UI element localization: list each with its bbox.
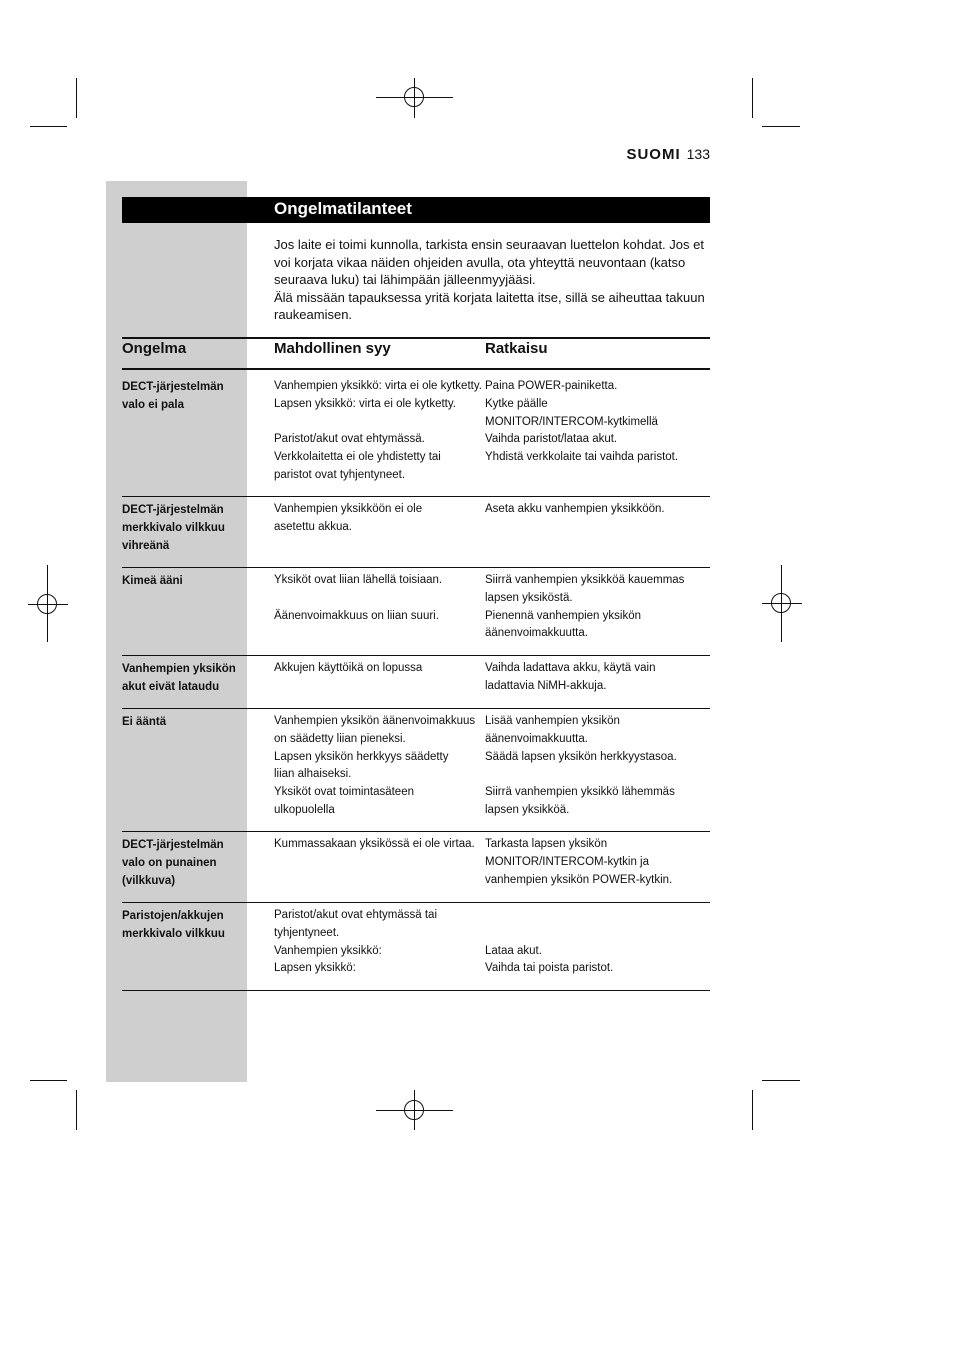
cell-line <box>274 414 484 432</box>
cell-line: Pienennä vanhempien yksikön <box>485 609 641 622</box>
problem-cell <box>122 713 246 731</box>
registration-mark <box>771 593 791 613</box>
cell-line: Yhdistä verkkolaite tai vaihda paristot. <box>485 451 679 464</box>
row-divider <box>122 990 710 991</box>
cell-line: tyhjentyneet. <box>274 926 340 939</box>
registration-mark <box>404 1100 424 1120</box>
cell-line: on säädetty liian pieneksi. <box>274 732 406 745</box>
cell-line: Kummassakaan yksikössä ei ole virtaa. <box>274 838 475 850</box>
cell-line: akut eivät lataudu <box>122 681 220 693</box>
cell-line: Lapsen yksikön herkkyys säädetty <box>274 750 449 763</box>
crop-mark <box>30 126 67 127</box>
cell-line: Lisää vanhempien yksikön <box>485 715 620 727</box>
gray-margin-bar <box>106 181 247 1082</box>
cell-line: merkkivalo vilkkuu <box>122 928 225 940</box>
cell-line: Paristojen/akkujen <box>122 910 224 922</box>
page-header <box>580 146 710 163</box>
intro-paragraph: Älä missään tapauksessa yritä korjata laitetta itse, sillä se aiheuttaa takuun raukeamisen. <box>274 289 705 323</box>
cell-line: MONITOR/INTERCOM-kytkimellä <box>485 415 658 428</box>
cell-line: Siirrä vanhempien yksikkö lähemmäs <box>485 786 675 799</box>
cell-line: Akkujen käyttöikä on lopussa <box>274 662 423 674</box>
cause-cell <box>274 713 484 820</box>
cell-line: Lataa akut. <box>485 944 542 957</box>
cell-line: Paina POWER-painiketta. <box>485 380 618 392</box>
cell-line: Säädä lapsen yksikön herkkyystasoa. <box>485 750 677 763</box>
cell-line: Verkkolaitetta ei ole yhdistetty tai <box>274 451 441 464</box>
cell-line: Vaihda ladattava akku, käytä vain <box>485 662 656 674</box>
solution-cell <box>485 713 710 820</box>
cell-line: Yksiköt ovat toimintasäteen <box>274 786 414 799</box>
row-divider <box>122 902 710 903</box>
row-divider <box>122 496 710 497</box>
language-label: SUOMI <box>626 146 681 163</box>
cell-line: Kytke päälle <box>485 397 548 410</box>
solution-cell <box>485 836 710 889</box>
cell-line: Aseta akku vanhempien yksikköön. <box>485 503 665 515</box>
crop-mark <box>752 1090 753 1130</box>
intro-paragraph: Jos laite ei toimi kunnolla, tarkista ensin seuraavan luettelon kohdat. Jos et voi korjata vikaa näiden ohjeiden avulla, ota yhteyttä neuvontaan (katso seuraava luku) tai lähimpään jälleenmyyjääsi. <box>274 237 704 288</box>
column-header-cause: Mahdollinen syy <box>274 340 391 357</box>
cell-line: vanhempien yksikön POWER-kytkin. <box>485 873 673 886</box>
solution-cell <box>485 660 710 696</box>
cell-line: Vanhempien yksikön <box>122 663 236 675</box>
cell-line: merkkivalo vilkkuu <box>122 522 225 534</box>
problem-cell <box>122 660 246 696</box>
crop-mark <box>762 126 800 127</box>
cell-line: Vanhempien yksikkö: <box>274 944 382 957</box>
registration-mark <box>404 87 424 107</box>
row-divider <box>122 655 710 656</box>
problem-cell <box>122 836 246 890</box>
section-title: Ongelmatilanteet <box>274 199 412 218</box>
problem-cell <box>122 907 246 943</box>
cell-line: paristot ovat tyhjentyneet. <box>274 468 406 481</box>
cell-line: Siirrä vanhempien yksikköä kauemmas <box>485 574 685 586</box>
divider <box>122 337 710 339</box>
cell-line: Paristot/akut ovat ehtymässä. <box>274 433 425 446</box>
registration-mark <box>37 594 57 614</box>
cell-line: Vanhempien yksikköön ei ole <box>274 503 423 515</box>
cell-line: Kimeä ääni <box>122 575 183 587</box>
cell-line: MONITOR/INTERCOM-kytkin ja <box>485 855 649 868</box>
cell-line: valo ei pala <box>122 399 185 411</box>
cause-cell <box>274 660 484 678</box>
cell-line: Ei ääntä <box>122 716 167 728</box>
solution-cell <box>485 378 710 467</box>
cell-line: Äänenvoimakkuus on liian suuri. <box>274 609 439 622</box>
cell-line: DECT-järjestelmän <box>122 504 224 516</box>
intro-text <box>274 236 710 324</box>
cell-line: DECT-järjestelmän <box>122 381 224 393</box>
column-header-solution: Ratkaisu <box>485 340 548 357</box>
cell-line: äänenvoimakkuutta. <box>485 732 588 745</box>
cell-line: lapsen yksiköstä. <box>485 591 573 604</box>
solution-cell <box>485 501 710 519</box>
problem-cell <box>122 378 246 414</box>
cell-line <box>485 766 710 784</box>
cell-line: asetettu akkua. <box>274 520 352 533</box>
crop-mark <box>76 1090 77 1130</box>
cell-line: vihreänä <box>122 540 170 552</box>
cell-line: Vanhempien yksikkö: virta ei ole kytketty. <box>274 380 482 392</box>
cell-line: Vanhempien yksikön äänenvoimakkuus <box>274 715 476 727</box>
crop-mark <box>752 78 753 118</box>
cell-line: ulkopuolella <box>274 803 335 816</box>
cell-line: liian alhaiseksi. <box>274 768 352 781</box>
cell-line: valo on punainen <box>122 857 217 869</box>
cell-line: (vilkkuva) <box>122 875 176 887</box>
crop-mark <box>762 1080 800 1081</box>
cell-line: Lapsen yksikkö: <box>274 962 356 975</box>
cause-cell <box>274 572 484 625</box>
cell-line: Vaihda paristot/lataa akut. <box>485 433 618 446</box>
row-divider <box>122 708 710 709</box>
cell-line <box>485 907 710 925</box>
cause-cell <box>274 501 484 537</box>
section-title-bar <box>122 197 710 223</box>
row-divider <box>122 567 710 568</box>
cell-line: Vaihda tai poista paristot. <box>485 962 614 975</box>
solution-cell <box>485 572 710 643</box>
cell-line <box>274 590 484 608</box>
cause-cell <box>274 836 484 854</box>
cell-line: ladattavia NiMH-akkuja. <box>485 679 607 692</box>
cell-line <box>485 925 710 943</box>
crop-mark <box>76 78 77 118</box>
page-number: 133 <box>686 146 710 162</box>
row-divider <box>122 831 710 832</box>
cell-line: äänenvoimakkuutta. <box>485 627 588 640</box>
problem-cell <box>122 501 246 555</box>
solution-cell <box>485 907 710 978</box>
column-header-problem: Ongelma <box>122 340 187 357</box>
cell-line: Lapsen yksikkö: virta ei ole kytketty. <box>274 397 456 410</box>
cause-cell <box>274 907 484 978</box>
divider <box>122 368 710 370</box>
crop-mark <box>30 1080 67 1081</box>
cell-line: Yksiköt ovat liian lähellä toisiaan. <box>274 574 443 586</box>
problem-cell <box>122 572 246 590</box>
cell-line: DECT-järjestelmän <box>122 839 224 851</box>
cause-cell <box>274 378 484 485</box>
cell-line: Tarkasta lapsen yksikön <box>485 838 608 850</box>
cell-line: Paristot/akut ovat ehtymässä tai <box>274 909 437 921</box>
cell-line: lapsen yksikköä. <box>485 803 570 816</box>
